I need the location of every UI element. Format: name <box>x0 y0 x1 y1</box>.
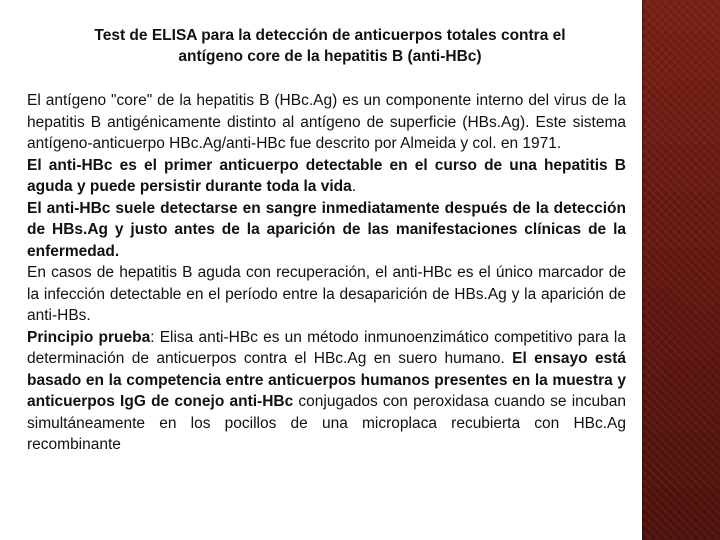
test-principle-label: Principio prueba <box>27 328 151 346</box>
paragraph-test-principle <box>27 327 626 456</box>
side-panel-shadow <box>642 0 645 540</box>
slide-title <box>40 25 620 67</box>
title-line-1: Test de ELISA para la detección de anticuerpos totales contra el <box>94 27 566 44</box>
decorative-side-panel <box>642 0 720 540</box>
test-principle-text: : Elisa anti-HBc es un método inmunoenzimático competitivo para la determinación de anticuerpos contra el HBc.Ag en suero humano. <box>27 328 626 367</box>
paragraph-core-antigen: El antígeno "core" de la hepatitis B (HBc.Ag) es un componente interno del virus de la hepatitis B antigénicamente distinto al antígeno de superficie (HBs.Ag). Este sistema antígeno-anticuerpo HBc.Ag/anti-HBc fue descrito por Almeida y col. en 1971. <box>27 92 626 152</box>
paragraph-recovery-marker: En casos de hepatitis B aguda con recuperación, el anti-HBc es el único marcador de la infección detectable en el período entre la desaparición de HBs.Ag y la aparición de anti-HBs. <box>27 264 626 324</box>
paragraph-detection-timing: El anti-HBc suele detectarse en sangre inmediatamente después de la detección de HBs.Ag y justo antes de la aparición de las manifestaciones clínicas de la enfermedad. <box>27 199 626 260</box>
test-principle-bold: El ensayo está basado en la competencia entre anticuerpos humanos presentes en la muestra y anticuerpos IgG de conejo anti-HBc <box>27 350 626 410</box>
test-principle-text-end: conjugados con peroxidasa cuando se incuban simultáneamente en los pocillos de una microplaca recubierta con HBc.Ag recombinante <box>27 393 626 453</box>
paragraph-first-antibody-tail: . <box>351 178 357 195</box>
paragraph-first-antibody-bold: El anti-HBc es el primer anticuerpo detectable en el curso de una hepatitis B aguda y puede persistir durante toda la vida <box>27 156 626 195</box>
paragraph-first-antibody <box>27 155 626 198</box>
slide-body <box>27 90 626 456</box>
title-line-2: antígeno core de la hepatitis B (anti-HBc) <box>178 48 482 65</box>
